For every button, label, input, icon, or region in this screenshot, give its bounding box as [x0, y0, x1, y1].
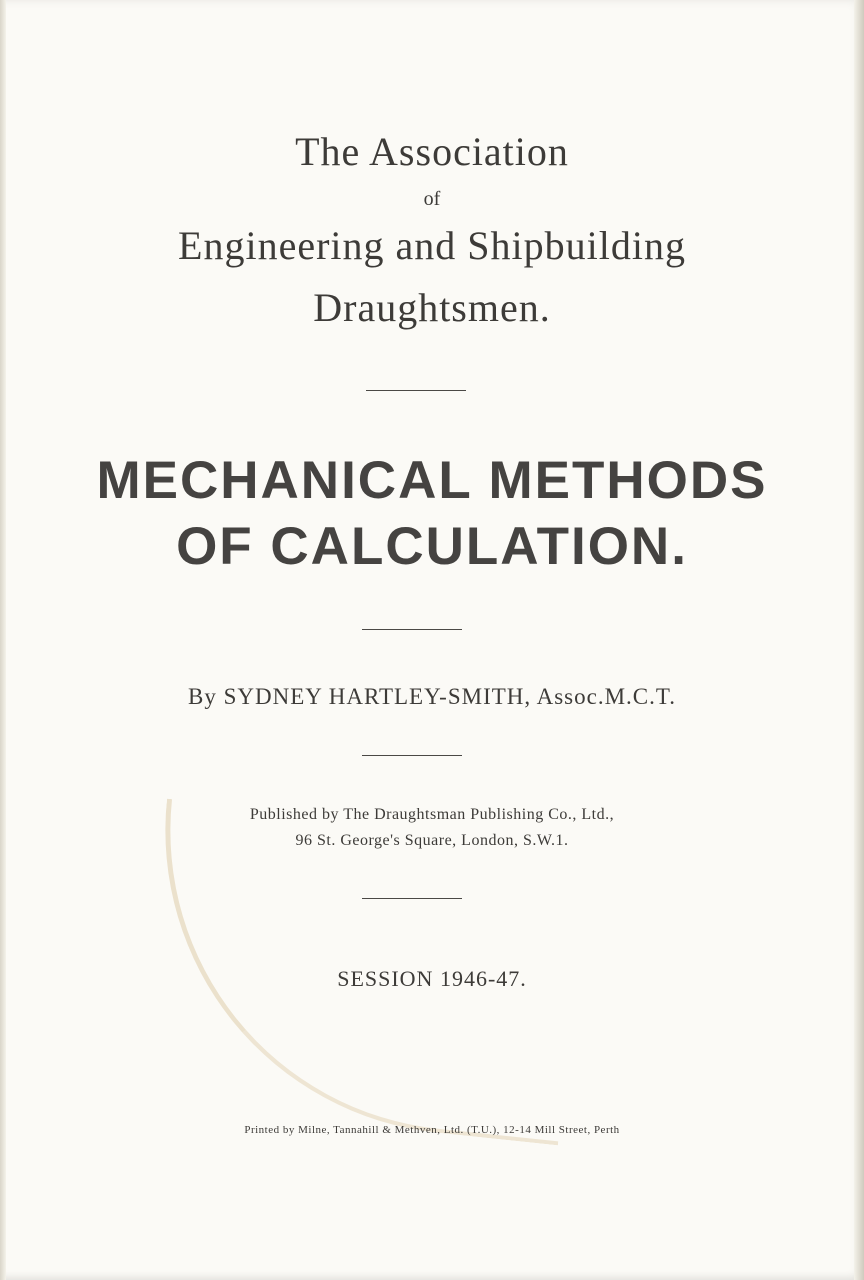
association-title-line: The Association — [295, 129, 569, 174]
association-draughtsmen-line: Draughtsmen. — [313, 285, 551, 330]
association-engineering-line: Engineering and Shipbuilding — [178, 223, 686, 268]
association-of-line: of — [423, 188, 441, 210]
main-title-line-1: MECHANICAL METHODS — [96, 451, 768, 510]
divider-rule-3 — [362, 755, 462, 756]
publisher-line-2: 96 St. George's Square, London, S.W.1. — [295, 832, 569, 849]
divider-rule-2 — [362, 629, 462, 630]
divider-rule-1 — [366, 390, 466, 391]
printer-line: Printed by Milne, Tannahill & Methven, Ltd. (T.U.), 12-14 Mill Street, Perth — [244, 1124, 620, 1136]
main-title-line-2: OF CALCULATION. — [176, 517, 688, 576]
publisher-line-1: Published by The Draughtsman Publishing Co., Ltd., — [249, 806, 615, 823]
author-line: By SYDNEY HARTLEY-SMITH, Assoc.M.C.T. — [188, 684, 676, 709]
session-line: SESSION 1946-47. — [337, 966, 527, 991]
divider-rule-4 — [362, 898, 462, 899]
